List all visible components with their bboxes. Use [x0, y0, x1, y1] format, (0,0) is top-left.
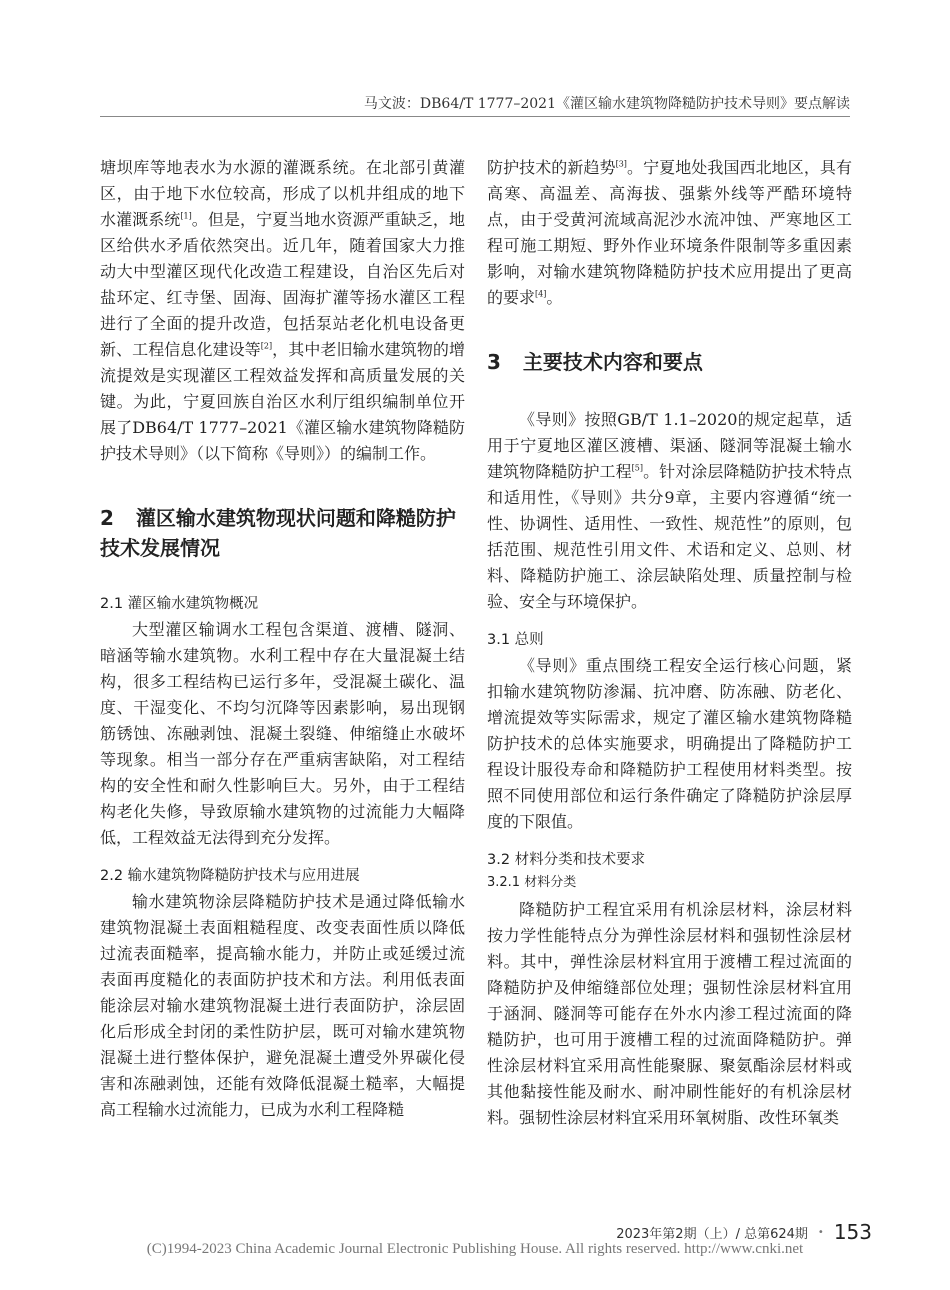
section-3-title: 主要技术内容和要点 — [522, 350, 703, 374]
section-3-1-heading: 3.1 总则 — [487, 632, 544, 648]
section-2-heading — [100, 503, 465, 563]
section-3-2-1-paragraph: 降糙防护工程宜采用有机涂层材料，涂层材料按力学性能特点分为弹性涂层材料和强韧性涂层材料。其中，弹性涂层材料宜用于渡槽工程过流面的降糙防护及伸缩缝部位处理；强韧性涂层材料宜用于涵洞、隧洞等可能存在外水内渗工程过流面的降糙防护，也可用于渡槽工程的过流面降糙防护。弹性涂层材料宜采用高性能聚脲、聚氨酯涂层材料或其他黏接性能及耐水、耐冲刷性能好的有机涂层材料。强韧性涂层材料宜采用环氧树脂、改性环氧类 — [487, 900, 852, 1127]
section-2-1-heading: 2.1 灌区输水建筑物概况 — [100, 596, 259, 612]
continuation-text-b: 。宁夏地处我国西北地区，具有高寒、高温差、高海拔、强紫外线等严酷环境特点，由于受黄河流域高泥沙水流冲蚀、严寒地区工程可施工期短、野外作业环境条件限制等多重因素影响，对输水建筑物降糙防护技术应用提出了更高的要求 — [487, 158, 852, 307]
continuation-paragraph — [487, 155, 852, 311]
header-divider — [100, 116, 850, 117]
running-header: 马文波：DB64/T 1777–2021《灌区输水建筑物降糙防护技术导则》要点解读 — [363, 96, 850, 112]
intro-text-c: ，其中老旧输水建筑物的增流提效是实现灌区工程效益发挥和高质量发展的关键。为此，宁夏回族自治区水利厅组织编制单位开展了DB64/T 1777–2021《灌区输水建筑物降糙防护技术导则》（以下简称《导则》）的编制工作。 — [100, 340, 465, 463]
continuation-text-c: 。 — [546, 288, 563, 307]
intro-text-b: 。但是，宁夏当地水资源严重缺乏，地区给供水矛盾依然突出。近几年，随着国家大力推动大中型灌区现代化改造工程建设，自治区先后对盐环定、红寺堡、固海、固海扩灌等扬水灌区工程进行了全面的提升改造，包括泵站老化机电设备更新、工程信息化建设等 — [100, 210, 465, 359]
page-number: 153 — [833, 1220, 872, 1244]
citation-1[interactable]: [1] — [180, 211, 192, 221]
section-3-number: 3 — [487, 350, 501, 374]
footer-bullet: • — [817, 1226, 824, 1238]
section-3-1-paragraph: 《导则》重点围绕工程安全运行核心问题，紧扣输水建筑物防渗漏、抗冲磨、防冻融、防老化、增流提效等实际需求，规定了灌区输水建筑物降糙防护技术的总体实施要求，明确提出了降糙防护工程设计服役寿命和降糙防护工程使用材料类型。按照不同使用部位和运行条件确定了降糙防护涂层厚度的下限值。 — [487, 656, 852, 831]
section-2-2-heading: 2.2 输水建筑物降糙防护技术与应用进展 — [100, 868, 360, 884]
section-3-heading — [487, 347, 852, 377]
citation-2[interactable]: [2] — [260, 341, 273, 351]
section-2-title: 灌区输水建筑物现状问题和降糙防护技术发展情况 — [100, 506, 456, 560]
section-3-intro-a: 《导则》按照GB/T 1.1–2020的规定起草，适用于宁夏地区灌区渡槽、渠涵、隧洞等混凝土输水建筑物降糙防护工程 — [487, 410, 852, 481]
section-2-1-paragraph: 大型灌区输调水工程包含渠道、渡槽、隧洞、暗涵等输水建筑物。水利工程中存在大量混凝土结构，很多工程结构已运行多年，受混凝土碳化、温度、干湿变化、不均匀沉降等因素影响，易出现钢筋锈蚀、冻融剥蚀、混凝土裂缝、伸缩缝止水破坏等现象。相当一部分存在严重病害缺陷，对工程结构的安全性和耐久性影响巨大。另外，由于工程结构老化失修，导致原输水建筑物的过流能力大幅降低，工程效益无法得到充分发挥。 — [100, 620, 465, 847]
section-2-number: 2 — [100, 506, 114, 530]
citation-3[interactable]: [3] — [615, 159, 627, 169]
right-column — [487, 155, 852, 1131]
copyright-notice: (C)1994-2023 China Academic Journal Electronic Publishing House. All rights reserved. http://www.cnki.net — [146, 1241, 804, 1257]
intro-text-a: 塘坝库等地表水为水源的灌溉系统。在北部引黄灌区，由于地下水位较高，形成了以机井组成的地下水灌溉系统 — [100, 158, 465, 229]
continuation-text-a: 防护技术的新趋势 — [487, 158, 616, 177]
citation-5[interactable]: [5] — [631, 463, 644, 473]
intro-paragraph — [100, 155, 465, 467]
section-3-intro-b: 。针对涂层降糙防护技术特点和适用性，《导则》共分9章，主要内容遵循“统一性、协调性、适用性、一致性、规范性”的原则，包括范围、规范性引用文件、术语和定义、总则、材料、降糙防护施工、涂层缺陷处理、质量控制与检验、安全与环境保护。 — [487, 462, 852, 611]
section-2-2-paragraph: 输水建筑物涂层降糙防护技术是通过降低输水建筑物混凝土表面粗糙程度、改变表面性质以降低过流表面糙率，提高输水能力，并防止或延缓过流表面再度糙化的表面防护技术和方法。利用低表面能涂层对输水建筑物混凝土进行表面防护，涂层固化后形成全封闭的柔性防护层，既可对输水建筑物混凝土进行整体保护，避免混凝土遭受外界碳化侵害和冻融剥蚀，还能有效降低混凝土糙率，大幅提高工程输水过流能力，已成为水利工程降糙 — [100, 892, 465, 1119]
left-column — [100, 155, 465, 1123]
issue-info: 2023年第2期（上）/ 总第624期 — [616, 1226, 808, 1242]
section-3-2-1-heading: 3.2.1 材料分类 — [487, 875, 577, 890]
citation-4[interactable]: [4] — [535, 289, 547, 299]
section-3-2-heading: 3.2 材料分类和技术要求 — [487, 852, 646, 868]
section-3-intro-paragraph — [487, 407, 852, 615]
